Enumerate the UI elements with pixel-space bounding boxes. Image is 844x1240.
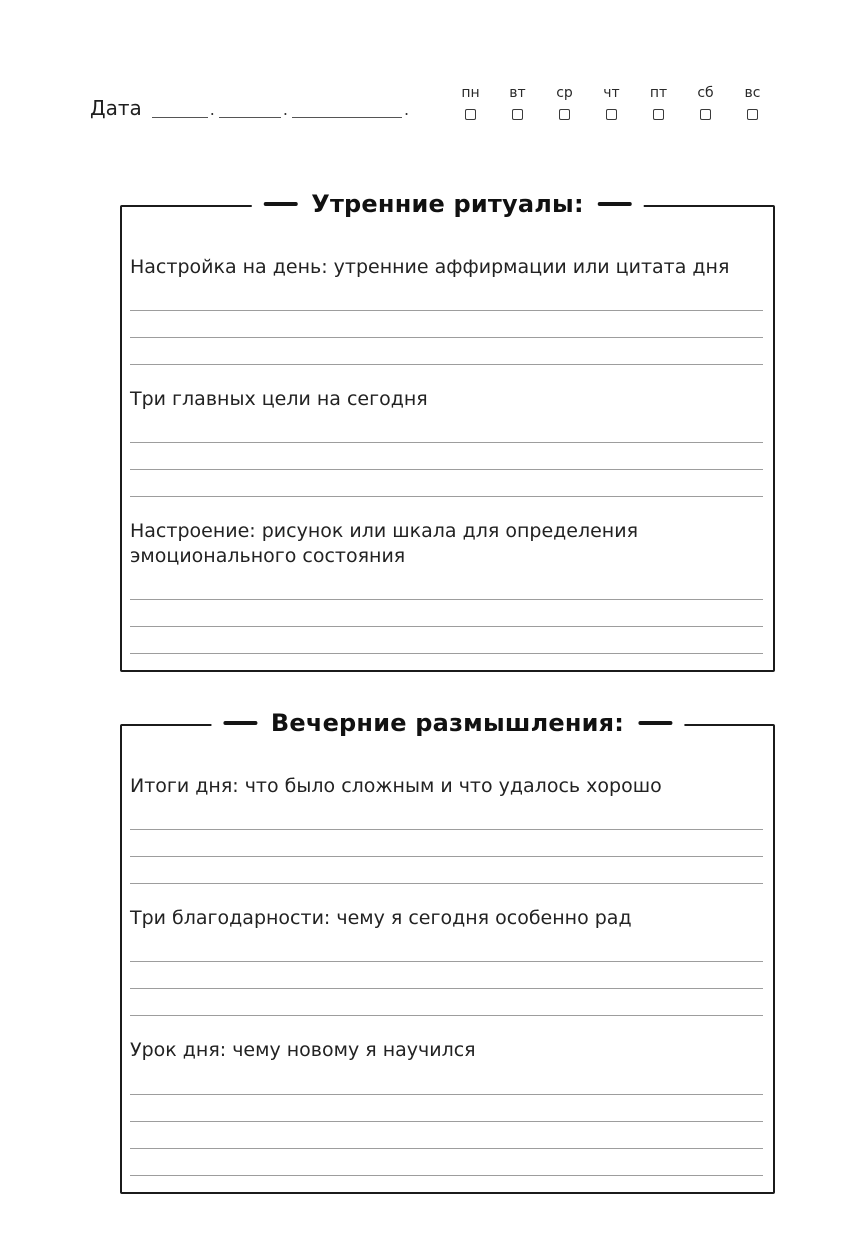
ruled-line <box>130 1122 763 1149</box>
weekday-fri <box>635 86 682 120</box>
weekday-checkbox-sat[interactable] <box>700 109 711 120</box>
group-mood <box>130 519 763 654</box>
section-title-morning <box>251 190 644 218</box>
ruled-line <box>130 573 763 600</box>
ruled-line <box>130 857 763 884</box>
weekday-sat <box>682 86 729 120</box>
group-label: Итоги дня: что было сложным и что удалось хорошо <box>130 775 662 798</box>
ruled-line <box>130 470 763 497</box>
weekday-label: пн <box>461 85 480 101</box>
weekday-checkbox-tue[interactable] <box>512 109 523 120</box>
weekday-label: пт <box>649 85 668 101</box>
weekday-tue <box>494 86 541 120</box>
group-label: Настроение: рисунок или шкала для определения эмоционального состояния <box>130 520 638 568</box>
sections-container <box>120 190 775 1194</box>
ruled-line <box>130 989 763 1016</box>
group-daily-tuning <box>130 255 763 365</box>
date-label: Дата <box>90 96 142 120</box>
weekday-mon <box>447 86 494 120</box>
ruled-line <box>130 311 763 338</box>
weekday-thu <box>588 86 635 120</box>
weekday-label: вт <box>509 85 526 101</box>
ruled-line <box>130 1095 763 1122</box>
title-dash-left <box>223 721 257 725</box>
date-separator: . <box>282 100 288 119</box>
group-label: Настройка на день: утренние аффирмации или цитата дня <box>130 256 730 278</box>
weekday-wed <box>541 86 588 120</box>
ruled-line <box>130 443 763 470</box>
date-blank-year <box>292 101 402 118</box>
ruled-line <box>130 962 763 989</box>
weekday-label: вс <box>744 85 761 101</box>
title-dash-right <box>638 721 672 725</box>
weekday-label: ср <box>556 85 573 101</box>
ruled-line <box>130 1149 763 1176</box>
weekday-checkbox-sun[interactable] <box>747 109 758 120</box>
ruled-line <box>130 1068 763 1095</box>
ruled-line <box>130 416 763 443</box>
date-separator: . <box>209 100 215 119</box>
date-blank-day <box>152 101 208 118</box>
group-lesson <box>130 1038 763 1175</box>
ruled-line <box>130 935 763 962</box>
title-dash-right <box>598 202 632 206</box>
section-evening-reflections <box>120 709 775 1193</box>
date-field <box>90 98 413 120</box>
group-label: Три главных цели на сегодня <box>130 388 428 411</box>
weekday-label: сб <box>697 85 714 101</box>
ruled-line <box>130 284 763 311</box>
section-title-evening <box>211 709 684 737</box>
page-header <box>90 86 776 120</box>
weekday-checkbox-fri[interactable] <box>653 109 664 120</box>
weekday-checkbox-wed[interactable] <box>559 109 570 120</box>
section-title-text: Утренние ритуалы: <box>311 190 584 218</box>
ruled-line <box>130 830 763 857</box>
ruled-line <box>130 803 763 830</box>
group-day-results <box>130 774 763 884</box>
date-separator: . <box>403 100 410 119</box>
weekday-checkbox-thu[interactable] <box>606 109 617 120</box>
weekday-label: чт <box>603 85 620 101</box>
group-label: Три благодарности: чему я сегодня особенно рад <box>130 907 632 930</box>
group-three-goals <box>130 387 763 497</box>
date-blank-month <box>219 101 281 118</box>
group-label: Урок дня: чему новому я научился <box>130 1039 476 1062</box>
weekday-row <box>447 86 776 120</box>
ruled-line <box>130 627 763 654</box>
weekday-checkbox-mon[interactable] <box>465 109 476 120</box>
ruled-line <box>130 600 763 627</box>
ruled-line <box>130 338 763 365</box>
section-title-text: Вечерние размышления: <box>270 709 625 738</box>
title-dash-left <box>263 202 297 206</box>
section-morning-rituals <box>120 190 775 672</box>
group-gratitude <box>130 906 763 1016</box>
weekday-sun <box>729 86 776 120</box>
